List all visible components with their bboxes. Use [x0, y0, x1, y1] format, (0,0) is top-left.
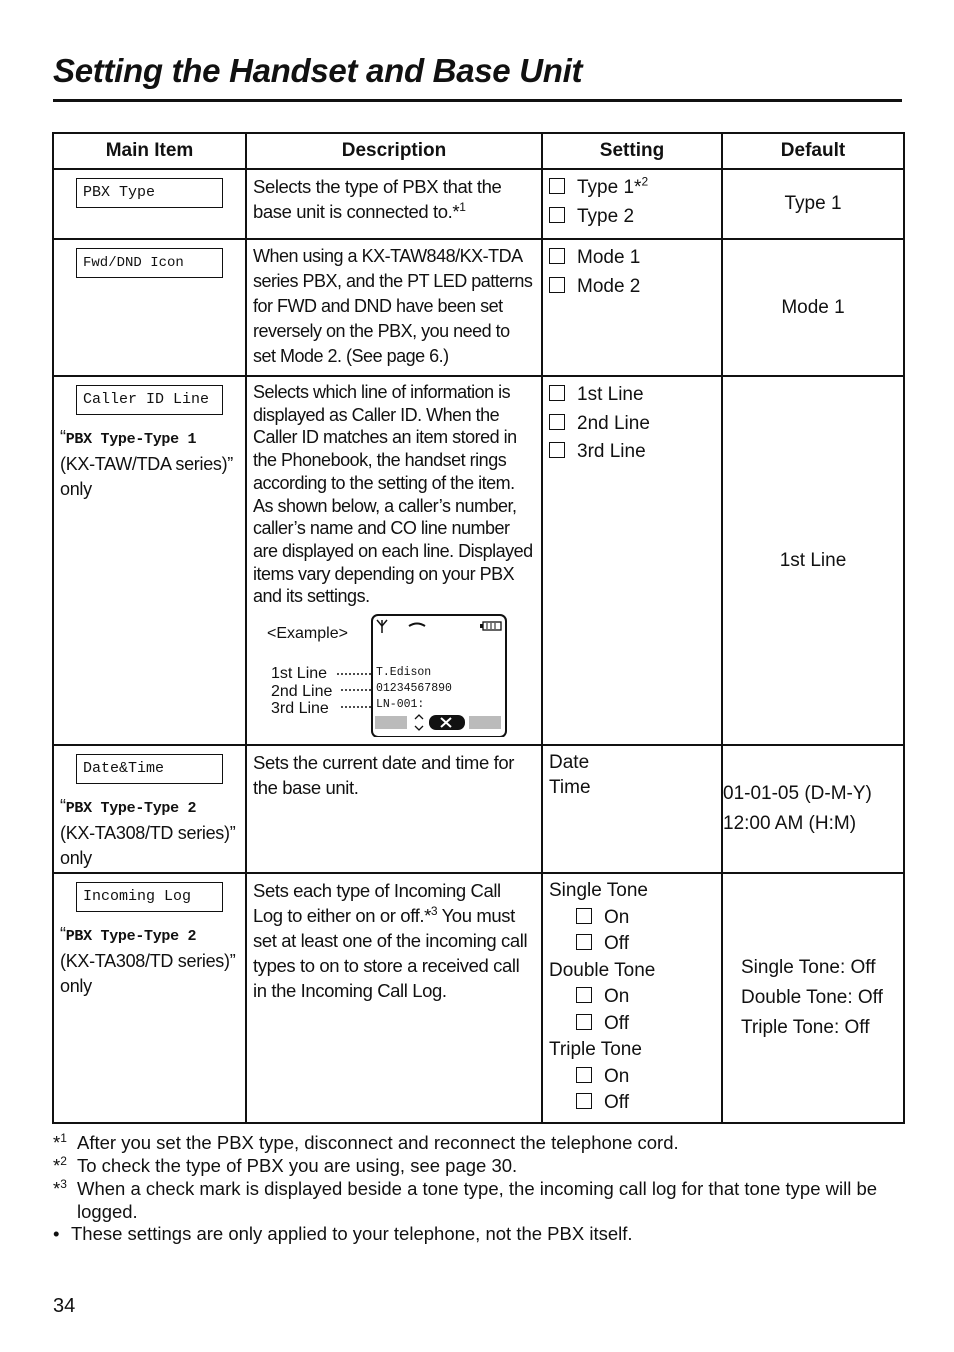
setting-label: Date: [549, 752, 590, 773]
setting-option[interactable]: Off: [549, 1011, 715, 1038]
checkbox-icon: [576, 1093, 592, 1109]
pbx-type-note: “PBX Type-Type 2 (KX-TA308/TD series)” only: [60, 924, 236, 996]
pbx-type-note: “PBX Type-Type 1 (KX-TAW/TDA series)” only: [60, 427, 233, 499]
header-default: Default: [722, 133, 904, 169]
checkbox-icon: [549, 277, 565, 293]
checkbox-icon: [549, 248, 565, 264]
header-description: Description: [246, 133, 542, 169]
table-row: [53, 169, 904, 239]
default-value: Type 1: [722, 169, 904, 239]
checkbox-icon: [576, 987, 592, 1003]
checkbox-icon: [549, 385, 565, 401]
example-line-label: 2nd Line: [271, 682, 333, 700]
table-row: [53, 376, 904, 745]
example-line-label: 1st Line: [271, 665, 328, 682]
lcd-item-label: Date&Time: [76, 754, 223, 784]
checkbox-icon: [576, 934, 592, 950]
setting-option[interactable]: 1st Line: [549, 381, 715, 410]
checkbox-icon: [549, 414, 565, 430]
setting-label: Time: [549, 777, 591, 798]
setting-option[interactable]: Mode 1: [549, 244, 715, 273]
header-row: [53, 133, 904, 169]
soft-key-row: [375, 715, 501, 730]
row-description: Selects which line of information is displayed as Caller ID. When the Caller ID matches an item stored in the Phonebook, the handset rings according to the setting of the item. As shown below, a caller’s number, caller’s name and CO line number are displayed on each line. Displayed items vary depending on your PBX and its settings.: [253, 382, 533, 607]
display-line: T.Edison: [376, 666, 432, 679]
default-value: Single Tone: Off: [741, 957, 876, 978]
tone-group-label: Double Tone: [549, 959, 656, 981]
setting-option[interactable]: On: [549, 1064, 715, 1091]
setting-option[interactable]: 2nd Line: [549, 410, 715, 439]
default-value: 01-01-05 (D-M-Y): [723, 783, 872, 804]
checkbox-icon: [549, 207, 565, 223]
setting-option[interactable]: On: [549, 905, 715, 932]
pbx-type-note: “PBX Type-Type 2 (KX-TA308/TD series)” only: [60, 796, 236, 868]
lcd-item-label: Caller ID Line: [76, 385, 223, 415]
row-description: When using a KX-TAW848/KX-TDA series PBX, and the PT LED patterns for FWD and DND have been set reversely on the PBX, you need to set Mode 2. (See page 6.): [253, 246, 533, 366]
table-row: [53, 239, 904, 376]
example-line-label: 3rd Line: [271, 700, 329, 717]
setting-option[interactable]: Mode 2: [549, 273, 715, 302]
checkbox-icon: [576, 908, 592, 924]
checkbox-icon: [576, 1014, 592, 1030]
checkbox-icon: [549, 178, 565, 194]
lcd-item-label: Incoming Log: [76, 882, 223, 912]
example-label: <Example>: [267, 625, 348, 642]
lcd-item-label: Fwd/DND Icon: [76, 248, 223, 278]
setting-option[interactable]: On: [549, 984, 715, 1011]
setting-option[interactable]: Type 1*$^2$: [549, 174, 715, 203]
display-line: LN-001:: [376, 698, 425, 711]
default-value: 12:00 AM (H:M): [723, 813, 857, 834]
setting-option[interactable]: Off: [549, 1090, 715, 1117]
caller-id-example: [247, 377, 537, 737]
row-description: Sets each type of Incoming Call Log to either on or off.*$^3$ You must set at least one of the incoming call types to on to store a received call in the Incoming Call Log.: [253, 880, 528, 1001]
tone-group-label: Single Tone: [549, 880, 648, 901]
title-rule: [53, 99, 902, 102]
row-description: Sets the current date and time for the base unit.: [253, 752, 514, 798]
lcd-item-label: PBX Type: [76, 178, 223, 208]
tone-group-label: Triple Tone: [549, 1039, 642, 1060]
header-main-item: Main Item: [53, 133, 246, 169]
setting-option[interactable]: Off: [549, 931, 715, 958]
display-line: 01234567890: [376, 682, 452, 695]
setting-option[interactable]: 3rd Line: [549, 438, 715, 467]
checkbox-icon: [549, 442, 565, 458]
default-value: Double Tone: Off: [741, 987, 883, 1008]
header-setting: Setting: [542, 133, 722, 169]
row-description: Selects the type of PBX that the base unit is connected to.*$^1$: [253, 176, 502, 222]
default-value: Mode 1: [722, 239, 904, 376]
table-row: [53, 873, 904, 1123]
page-title: Setting the Handset and Base Unit: [53, 52, 583, 89]
default-value: 1st Line: [722, 376, 904, 745]
setting-option[interactable]: Type 2: [549, 203, 715, 232]
table-row: [53, 745, 904, 873]
default-value: Triple Tone: Off: [741, 1017, 870, 1038]
page-number: 34: [53, 1295, 76, 1317]
checkbox-icon: [576, 1067, 592, 1083]
settings-table: [52, 132, 905, 1124]
